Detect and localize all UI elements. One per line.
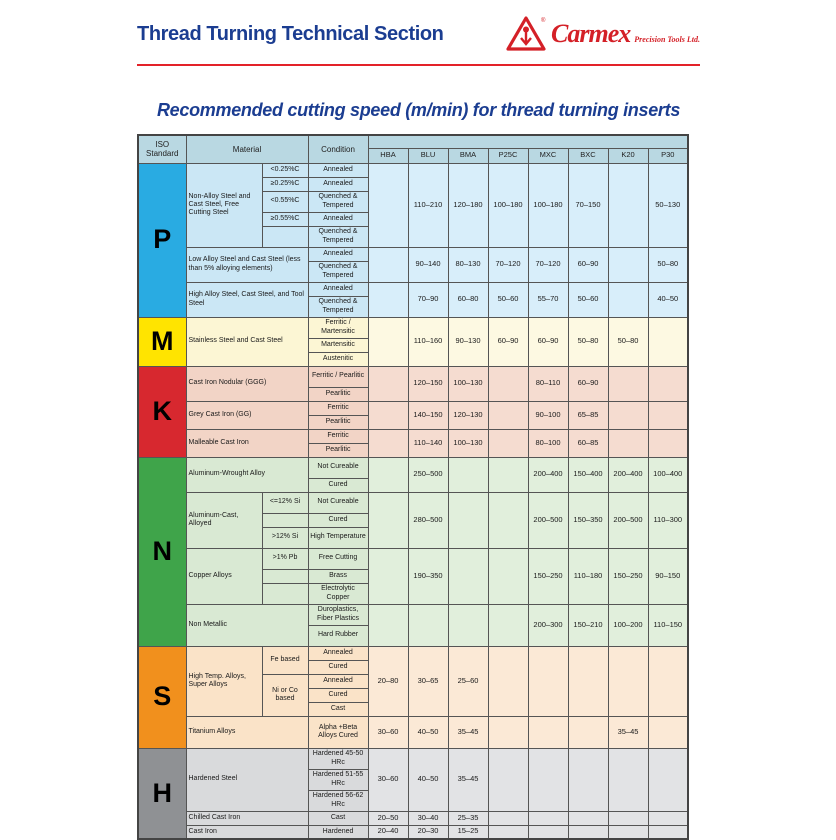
condition-cell: Not Cureable bbox=[308, 457, 368, 478]
brand-tagline: Precision Tools Ltd. bbox=[634, 34, 700, 44]
value-cell-bxc: 50–60 bbox=[568, 282, 608, 317]
condition-cell: Ferritic bbox=[308, 429, 368, 443]
document-header bbox=[137, 0, 700, 56]
value-cell-p25c bbox=[488, 825, 528, 839]
condition-cell: Annealed bbox=[308, 163, 368, 177]
table-row bbox=[138, 163, 688, 177]
value-cell-hba bbox=[368, 401, 408, 429]
sub-material-cell bbox=[262, 513, 308, 527]
table-row bbox=[138, 401, 688, 415]
value-cell-hba bbox=[368, 163, 408, 247]
grade-header-k20: K20 bbox=[608, 148, 648, 163]
value-cell-p25c: 50–60 bbox=[488, 282, 528, 317]
value-cell-mxc: 150–250 bbox=[528, 548, 568, 604]
value-cell-k20: 50–80 bbox=[608, 317, 648, 366]
value-cell-hba bbox=[368, 282, 408, 317]
value-cell-p25c: 70–120 bbox=[488, 247, 528, 282]
iso-letter-n: N bbox=[138, 457, 186, 646]
value-cell-bma bbox=[448, 457, 488, 492]
material-cell: High Temp. Alloys, Super Alloys bbox=[186, 646, 262, 716]
sub-material-cell: ≥0.25%C bbox=[262, 177, 308, 191]
value-cell-blu: 120–150 bbox=[408, 366, 448, 401]
value-cell-blu: 190–350 bbox=[408, 548, 448, 604]
grade-header-mxc: MXC bbox=[528, 148, 568, 163]
carmex-logo bbox=[505, 15, 700, 53]
value-cell-p25c bbox=[488, 492, 528, 548]
value-cell-p25c bbox=[488, 604, 528, 646]
table-row bbox=[138, 748, 688, 769]
value-cell-bxc: 150–400 bbox=[568, 457, 608, 492]
value-cell-bma: 15–25 bbox=[448, 825, 488, 839]
table-row bbox=[138, 457, 688, 478]
condition-cell: Annealed bbox=[308, 646, 368, 660]
condition-cell: Cast bbox=[308, 702, 368, 716]
value-cell-hba bbox=[368, 457, 408, 492]
value-cell-mxc: 60–90 bbox=[528, 317, 568, 366]
value-cell-blu: 20–30 bbox=[408, 825, 448, 839]
value-cell-bma: 120–180 bbox=[448, 163, 488, 247]
value-cell-p30 bbox=[648, 811, 688, 825]
value-cell-blu: 40–50 bbox=[408, 716, 448, 748]
value-cell-k20 bbox=[608, 163, 648, 247]
value-cell-bxc bbox=[568, 811, 608, 825]
value-cell-blu: 110–160 bbox=[408, 317, 448, 366]
material-cell: Aluminum-Wrought Alloy bbox=[186, 457, 308, 492]
value-cell-bxc: 50–80 bbox=[568, 317, 608, 366]
iso-letter-p: P bbox=[138, 163, 186, 317]
sub-material-cell: ≥0.55%C bbox=[262, 212, 308, 226]
value-cell-p30: 110–300 bbox=[648, 492, 688, 548]
material-cell: Titanium Alloys bbox=[186, 716, 308, 748]
sub-material-cell bbox=[262, 226, 308, 247]
section-title: Thread Turning Technical Section bbox=[137, 22, 444, 45]
value-cell-hba: 20–40 bbox=[368, 825, 408, 839]
value-cell-bma: 100–130 bbox=[448, 429, 488, 457]
value-cell-mxc: 80–110 bbox=[528, 366, 568, 401]
col-header-material: Material bbox=[186, 135, 308, 163]
value-cell-blu: 110–210 bbox=[408, 163, 448, 247]
value-cell-bma bbox=[448, 492, 488, 548]
svg-text:®: ® bbox=[541, 18, 546, 24]
value-cell-bxc bbox=[568, 748, 608, 811]
condition-cell: Annealed bbox=[308, 177, 368, 191]
condition-cell: High Temperature bbox=[308, 527, 368, 548]
sub-material-cell: <=12% Si bbox=[262, 492, 308, 513]
value-cell-bma: 25–35 bbox=[448, 811, 488, 825]
material-cell: Cast Iron bbox=[186, 825, 308, 839]
grade-header-p30: P30 bbox=[648, 148, 688, 163]
condition-cell: Ferritic bbox=[308, 401, 368, 415]
value-cell-p30 bbox=[648, 401, 688, 429]
value-cell-k20 bbox=[608, 401, 648, 429]
value-cell-p30: 40–50 bbox=[648, 282, 688, 317]
condition-cell: Free Cutting bbox=[308, 548, 368, 569]
value-cell-k20 bbox=[608, 247, 648, 282]
value-cell-blu: 30–65 bbox=[408, 646, 448, 716]
grade-header-p25c: P25C bbox=[488, 148, 528, 163]
material-cell: Chilled Cast Iron bbox=[186, 811, 308, 825]
grade-header-bma: BMA bbox=[448, 148, 488, 163]
brand-name: Carmex bbox=[551, 19, 631, 48]
value-cell-p25c bbox=[488, 811, 528, 825]
material-cell: High Alloy Steel, Cast Steel, and Tool Steel bbox=[186, 282, 308, 317]
sub-material-cell: <0.55%C bbox=[262, 191, 308, 212]
value-cell-p30: 110–150 bbox=[648, 604, 688, 646]
value-cell-bxc bbox=[568, 825, 608, 839]
table-row bbox=[138, 548, 688, 569]
value-cell-bma bbox=[448, 604, 488, 646]
value-cell-p25c: 100–180 bbox=[488, 163, 528, 247]
value-cell-mxc: 200–400 bbox=[528, 457, 568, 492]
sub-material-cell: >12% Si bbox=[262, 527, 308, 548]
header-divider bbox=[137, 64, 700, 66]
value-cell-k20 bbox=[608, 811, 648, 825]
value-cell-p30 bbox=[648, 825, 688, 839]
condition-cell: Not Cureable bbox=[308, 492, 368, 513]
table-row bbox=[138, 825, 688, 839]
value-cell-hba: 30–60 bbox=[368, 748, 408, 811]
value-cell-hba: 20–50 bbox=[368, 811, 408, 825]
value-cell-bma bbox=[448, 548, 488, 604]
condition-cell: Pearlitic bbox=[308, 387, 368, 401]
sub-material-cell: >1% Pb bbox=[262, 548, 308, 569]
condition-cell: Quenched & Tempered bbox=[308, 261, 368, 282]
value-cell-k20: 100–200 bbox=[608, 604, 648, 646]
value-cell-p30 bbox=[648, 429, 688, 457]
iso-letter-h: H bbox=[138, 748, 186, 839]
value-cell-p25c bbox=[488, 548, 528, 604]
value-cell-hba bbox=[368, 317, 408, 366]
value-cell-p30 bbox=[648, 317, 688, 366]
table-row bbox=[138, 282, 688, 296]
condition-cell: Cured bbox=[308, 513, 368, 527]
material-cell: Non Metallic bbox=[186, 604, 308, 646]
value-cell-p25c bbox=[488, 716, 528, 748]
value-cell-p30: 100–400 bbox=[648, 457, 688, 492]
value-cell-mxc: 80–100 bbox=[528, 429, 568, 457]
page-title: Recommended cutting speed (m/min) for thread turning inserts bbox=[156, 100, 681, 120]
value-cell-mxc bbox=[528, 748, 568, 811]
value-cell-hba bbox=[368, 366, 408, 401]
value-cell-bma: 35–45 bbox=[448, 748, 488, 811]
material-cell: Copper Alloys bbox=[186, 548, 262, 604]
value-cell-blu: 90–140 bbox=[408, 247, 448, 282]
table-row bbox=[138, 811, 688, 825]
value-cell-mxc: 90–100 bbox=[528, 401, 568, 429]
condition-cell: Cured bbox=[308, 478, 368, 492]
value-cell-blu: 40–50 bbox=[408, 748, 448, 811]
value-cell-mxc: 200–500 bbox=[528, 492, 568, 548]
condition-cell: Alpha +Beta Alloys Cured bbox=[308, 716, 368, 748]
table-row bbox=[138, 646, 688, 660]
sub-material-cell: <0.25%C bbox=[262, 163, 308, 177]
table-row bbox=[138, 716, 688, 748]
condition-cell: Pearlitic bbox=[308, 415, 368, 429]
value-cell-mxc bbox=[528, 716, 568, 748]
value-cell-bma: 80–130 bbox=[448, 247, 488, 282]
value-cell-p25c bbox=[488, 457, 528, 492]
condition-cell: Annealed bbox=[308, 247, 368, 261]
value-cell-bxc: 70–150 bbox=[568, 163, 608, 247]
table-row bbox=[138, 366, 688, 387]
condition-cell: Annealed bbox=[308, 674, 368, 688]
condition-cell: Quenched & Tempered bbox=[308, 191, 368, 212]
value-cell-mxc bbox=[528, 811, 568, 825]
value-cell-blu: 110–140 bbox=[408, 429, 448, 457]
value-cell-k20 bbox=[608, 748, 648, 811]
value-cell-k20 bbox=[608, 366, 648, 401]
table-row bbox=[138, 317, 688, 338]
condition-cell: Hardened 51-55 HRc bbox=[308, 769, 368, 790]
value-cell-hba bbox=[368, 247, 408, 282]
iso-letter-s: S bbox=[138, 646, 186, 748]
value-cell-mxc: 100–180 bbox=[528, 163, 568, 247]
value-cell-hba: 20–80 bbox=[368, 646, 408, 716]
value-cell-p25c bbox=[488, 429, 528, 457]
material-cell: Low Alloy Steel and Cast Steel (less than 5% alloying elements) bbox=[186, 247, 308, 282]
value-cell-hba bbox=[368, 548, 408, 604]
value-cell-k20 bbox=[608, 429, 648, 457]
value-cell-bma: 25–60 bbox=[448, 646, 488, 716]
condition-cell: Ferritic / Martensitic bbox=[308, 317, 368, 338]
value-cell-hba bbox=[368, 604, 408, 646]
value-cell-bma: 100–130 bbox=[448, 366, 488, 401]
col-header-condition: Condition bbox=[308, 135, 368, 163]
sub-material-cell bbox=[262, 583, 308, 604]
value-cell-k20: 150–250 bbox=[608, 548, 648, 604]
condition-cell: Martensitic bbox=[308, 338, 368, 352]
iso-letter-m: M bbox=[138, 317, 186, 366]
value-cell-bma: 120–130 bbox=[448, 401, 488, 429]
value-cell-k20: 35–45 bbox=[608, 716, 648, 748]
value-cell-bxc: 60–90 bbox=[568, 366, 608, 401]
table-row bbox=[138, 429, 688, 443]
value-cell-mxc: 200–300 bbox=[528, 604, 568, 646]
value-cell-bxc: 65–85 bbox=[568, 401, 608, 429]
value-cell-k20 bbox=[608, 282, 648, 317]
table-row bbox=[138, 247, 688, 261]
condition-cell: Austenitic bbox=[308, 352, 368, 366]
iso-letter-k: K bbox=[138, 366, 186, 457]
value-cell-blu: 280–500 bbox=[408, 492, 448, 548]
value-cell-hba bbox=[368, 429, 408, 457]
condition-cell: Cured bbox=[308, 660, 368, 674]
table-row bbox=[138, 604, 688, 625]
value-cell-blu: 30–40 bbox=[408, 811, 448, 825]
condition-cell: Brass bbox=[308, 569, 368, 583]
carmex-triangle-icon bbox=[505, 15, 547, 53]
value-cell-k20 bbox=[608, 825, 648, 839]
condition-cell: Quenched & Tempered bbox=[308, 226, 368, 247]
value-cell-k20: 200–400 bbox=[608, 457, 648, 492]
value-cell-bxc: 150–210 bbox=[568, 604, 608, 646]
condition-cell: Electrolytic Copper bbox=[308, 583, 368, 604]
value-cell-bma: 35–45 bbox=[448, 716, 488, 748]
condition-cell: Hardened 45-50 HRc bbox=[308, 748, 368, 769]
table-row bbox=[138, 492, 688, 513]
value-cell-bxc bbox=[568, 646, 608, 716]
condition-cell: Hard Rubber bbox=[308, 625, 368, 646]
value-cell-blu: 70–90 bbox=[408, 282, 448, 317]
value-cell-p30: 50–130 bbox=[648, 163, 688, 247]
condition-cell: Pearlitic bbox=[308, 443, 368, 457]
value-cell-p30 bbox=[648, 646, 688, 716]
value-cell-bma: 90–130 bbox=[448, 317, 488, 366]
value-cell-bxc: 110–180 bbox=[568, 548, 608, 604]
material-cell: Cast Iron Nodular (GGG) bbox=[186, 366, 308, 401]
value-cell-p30: 90–150 bbox=[648, 548, 688, 604]
condition-cell: Quenched & Tempered bbox=[308, 296, 368, 317]
value-cell-mxc bbox=[528, 646, 568, 716]
value-cell-k20 bbox=[608, 646, 648, 716]
value-cell-p30 bbox=[648, 366, 688, 401]
value-cell-p30 bbox=[648, 748, 688, 811]
condition-cell: Ferritic / Pearlitic bbox=[308, 366, 368, 387]
sub-material-cell bbox=[262, 569, 308, 583]
value-cell-bxc: 150–350 bbox=[568, 492, 608, 548]
value-cell-bxc: 60–85 bbox=[568, 429, 608, 457]
condition-cell: Annealed bbox=[308, 212, 368, 226]
grade-header-strip bbox=[368, 135, 688, 148]
value-cell-blu bbox=[408, 604, 448, 646]
value-cell-k20: 200–500 bbox=[608, 492, 648, 548]
grade-header-blu: BLU bbox=[408, 148, 448, 163]
value-cell-blu: 250–500 bbox=[408, 457, 448, 492]
value-cell-bxc: 60–90 bbox=[568, 247, 608, 282]
material-cell: Hardened Steel bbox=[186, 748, 308, 811]
condition-cell: Hardened 56-62 HRc bbox=[308, 790, 368, 811]
value-cell-p30 bbox=[648, 716, 688, 748]
document-page bbox=[137, 0, 700, 840]
material-cell: Grey Cast Iron (GG) bbox=[186, 401, 308, 429]
sub-material-cell: Fe based bbox=[262, 646, 308, 674]
value-cell-hba bbox=[368, 492, 408, 548]
col-header-iso: ISO Standard bbox=[138, 135, 186, 163]
material-cell: Stainless Steel and Cast Steel bbox=[186, 317, 308, 366]
condition-cell: Cured bbox=[308, 688, 368, 702]
value-cell-p25c bbox=[488, 748, 528, 811]
value-cell-hba: 30–60 bbox=[368, 716, 408, 748]
value-cell-bxc bbox=[568, 716, 608, 748]
value-cell-mxc: 55–70 bbox=[528, 282, 568, 317]
material-cell: Malleable Cast Iron bbox=[186, 429, 308, 457]
value-cell-p25c bbox=[488, 401, 528, 429]
condition-cell: Hardened bbox=[308, 825, 368, 839]
material-cell: Non-Alloy Steel and Cast Steel, Free Cutting Steel bbox=[186, 163, 262, 247]
value-cell-bma: 60–80 bbox=[448, 282, 488, 317]
value-cell-p25c bbox=[488, 646, 528, 716]
condition-cell: Annealed bbox=[308, 282, 368, 296]
material-cell: Aluminum-Cast, Alloyed bbox=[186, 492, 262, 548]
value-cell-p25c bbox=[488, 366, 528, 401]
value-cell-mxc: 70–120 bbox=[528, 247, 568, 282]
value-cell-mxc bbox=[528, 825, 568, 839]
value-cell-blu: 140–150 bbox=[408, 401, 448, 429]
grade-header-bxc: BXC bbox=[568, 148, 608, 163]
grade-header-hba: HBA bbox=[368, 148, 408, 163]
cutting-speed-table bbox=[137, 134, 689, 840]
value-cell-p30: 50–80 bbox=[648, 247, 688, 282]
condition-cell: Cast bbox=[308, 811, 368, 825]
value-cell-p25c: 60–90 bbox=[488, 317, 528, 366]
condition-cell: Duroplastics, Fiber Plastics bbox=[308, 604, 368, 625]
sub-material-cell: Ni or Co based bbox=[262, 674, 308, 716]
